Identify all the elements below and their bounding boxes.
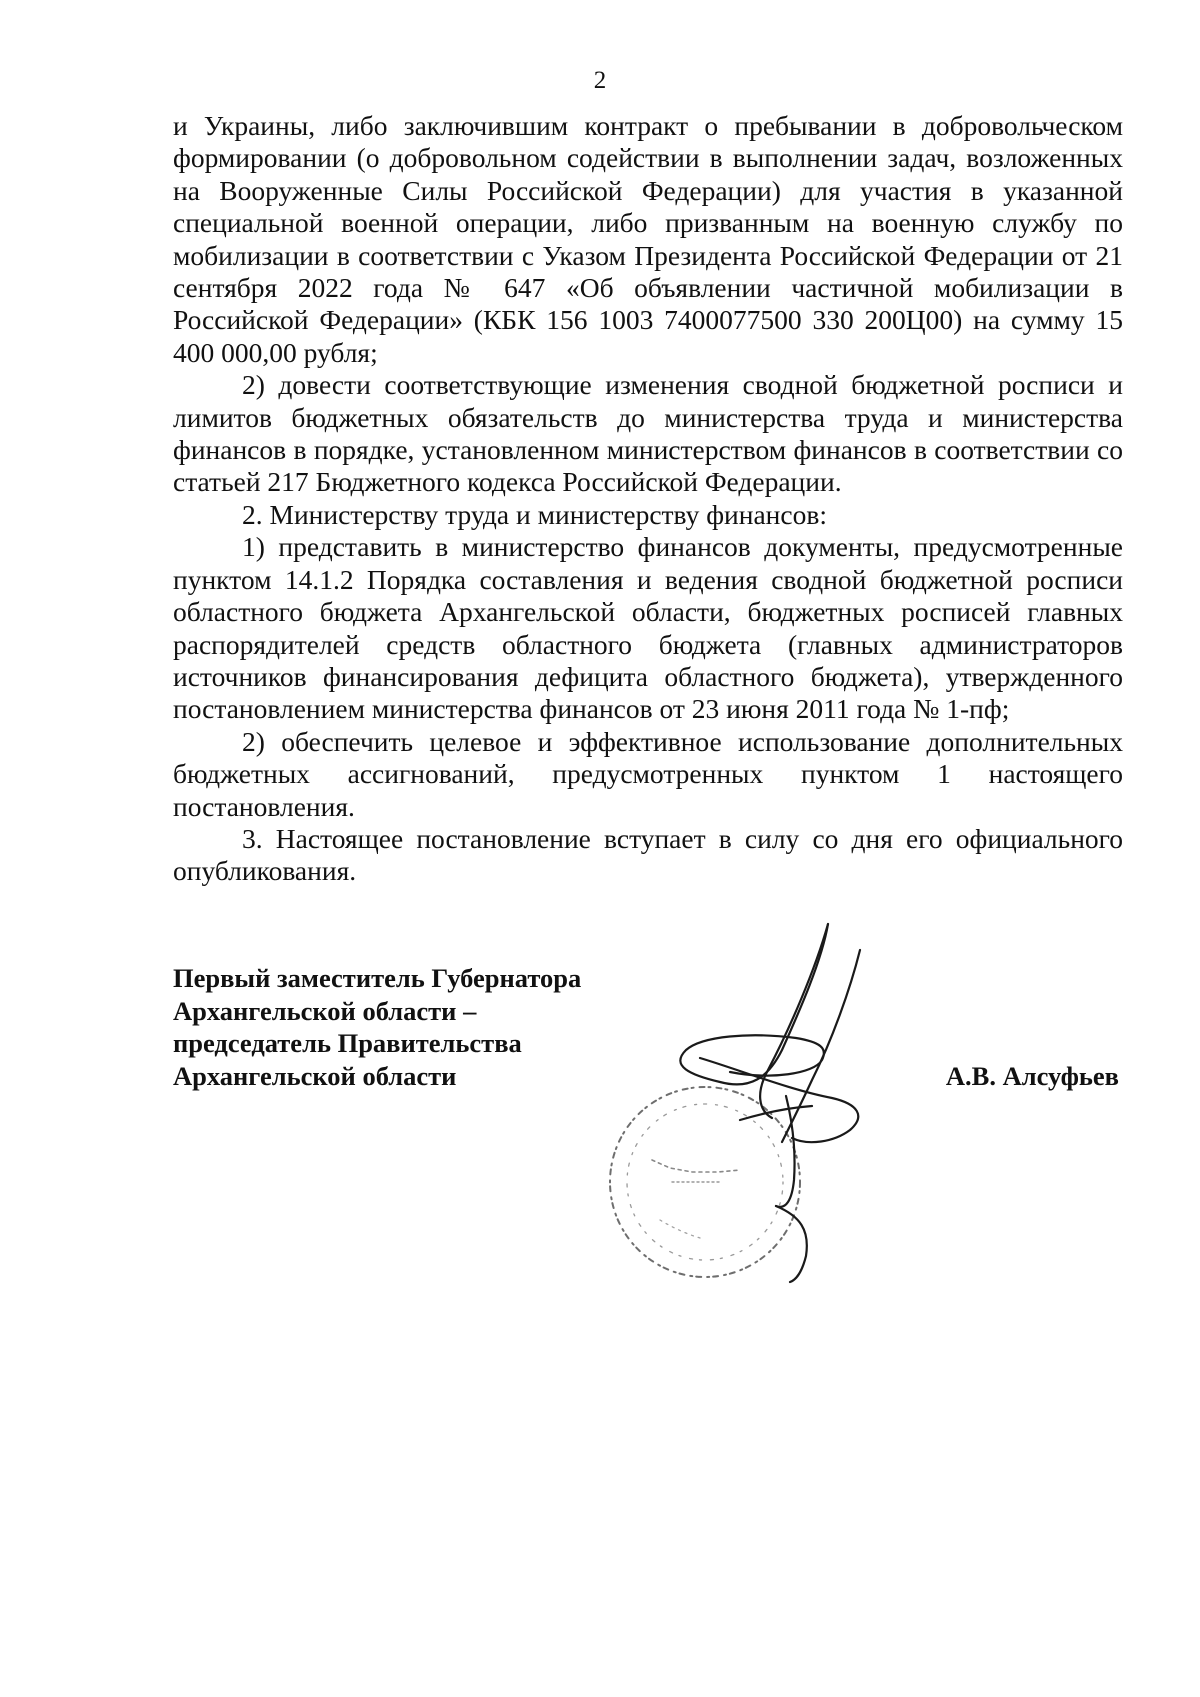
paragraph-continuation: и Украины, либо заключившим контракт о пребывании в добровольческом формировании (о добровольном содействии в выполнении задач, возложенных на Вооруженные Силы Российской Федерации) для участия в указанной специальной военной операции, либо призванным на военную службу по мобилизации в соответствии с Указом Президента Российской Федерации от 21 сентября 2022 года № 647 «Об объявлении частичной мобилизации в Российской Федерации» (КБК 156 1003 7400077500 330 200Ц00) на сумму 15 400 000,00 рубля;: [173, 110, 1123, 368]
signatory-title-line: Архангельской области: [173, 1060, 457, 1091]
paragraph-subitem-2: 2) довести соответствующие изменения сводной бюджетной росписи и лимитов бюджетных обязательств до министерства труда и министерства финансов в порядке, установленном министерством финансов в соответствии со статьей 217 Бюджетного кодекса Российской Федерации.: [173, 369, 1123, 498]
signatory-name: А.В. Алсуфьев: [945, 1061, 1119, 1091]
signature-icon: [680, 924, 860, 1282]
signatory-title-line: председатель Правительства: [173, 1028, 522, 1058]
signatory-title-line: Архангельской области –: [173, 995, 477, 1026]
signatory-title: [173, 962, 581, 1092]
page-number: 2: [593, 67, 607, 94]
signature-stamp-icon: [600, 920, 900, 1300]
document-body: [173, 110, 1123, 888]
paragraph-subitem-2-2: 2) обеспечить целевое и эффективное использование дополнительных бюджетных ассигнований, предусмотренных пунктом 1 настоящего постановления.: [173, 725, 1123, 822]
signatory-title-line: Первый заместитель Губернатора: [173, 963, 582, 993]
paragraph-item-2: 2. Министерству труда и министерству финансов:: [242, 498, 827, 530]
seal-icon: [610, 1087, 800, 1277]
paragraph-subitem-2-1: 1) представить в министерство финансов документы, предусмотренные пунктом 14.1.2 Порядка составления и ведения сводной бюджетной росписи областного бюджета Архангельской области, бюджетных росписей главных распорядителей средств областного бюджета (главных администраторов источников финансирования дефицита областного бюджета), утвержденного постановлением министерства финансов от 23 июня 2011 года № 1-пф;: [173, 531, 1123, 725]
paragraph-item-3: 3. Настоящее постановление вступает в силу со дня его официального опубликования.: [173, 822, 1123, 887]
